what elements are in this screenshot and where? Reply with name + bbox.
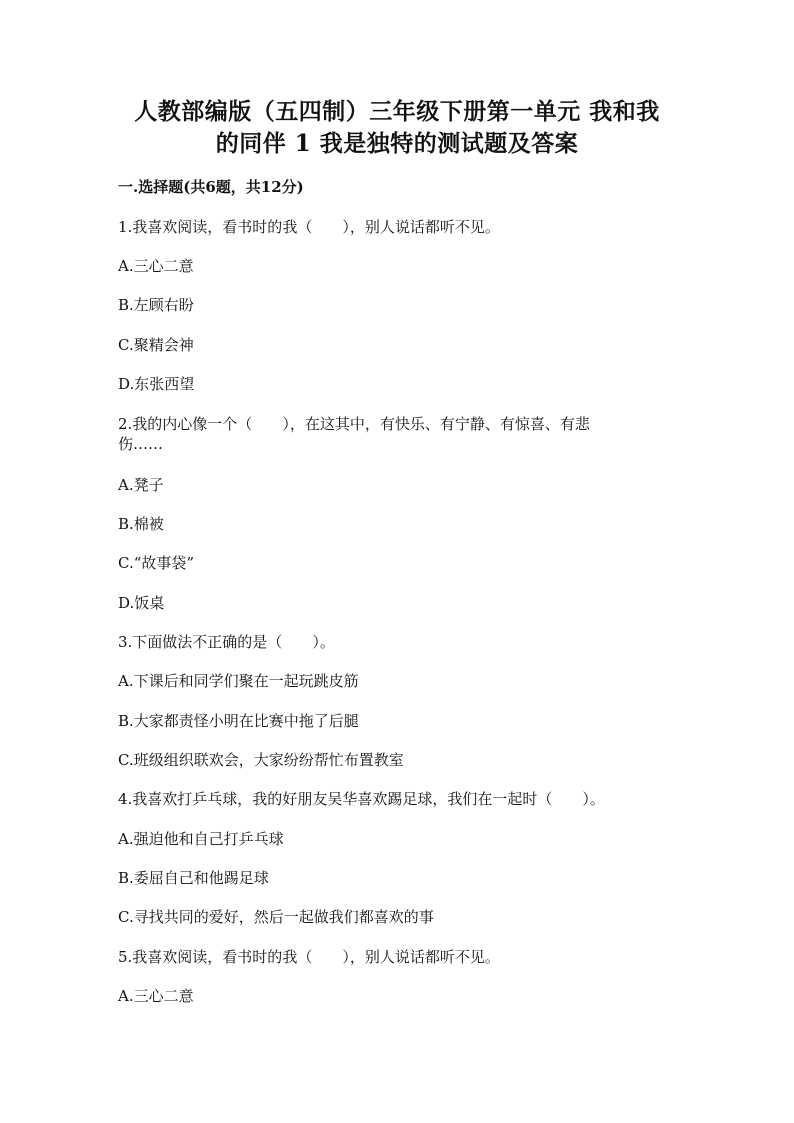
question-3-option-c: C.班级组织联欢会，大家纷纷帮忙布置教室 xyxy=(118,751,404,769)
question-1-option-a: A.三心二意 xyxy=(118,257,194,275)
section-heading: 一.选择题(共6题，共12分) xyxy=(118,178,304,196)
question-4-option-c: C.寻找共同的爱好，然后一起做我们都喜欢的事 xyxy=(118,908,434,926)
question-1-option-b: B.左顾右盼 xyxy=(118,296,194,314)
question-2-stem-line-2: 伤…… xyxy=(118,435,164,453)
question-4-option-a: A.强迫他和自己打乒乓球 xyxy=(118,830,284,848)
question-3-option-b: B.大家都责怪小明在比赛中拖了后腿 xyxy=(118,712,359,730)
question-4-stem: 4.我喜欢打乒乓球，我的好朋友吴华喜欢踢足球，我们在一起时（ ）。 xyxy=(118,790,605,808)
question-5-option-a: A.三心二意 xyxy=(118,987,194,1005)
question-2-stem-line-1: 2.我的内心像一个（ ），在这其中，有快乐、有宁静、有惊喜、有悲 xyxy=(118,415,590,433)
question-3-stem: 3.下面做法不正确的是（ ）。 xyxy=(118,633,335,651)
question-2-option-d: D.饭桌 xyxy=(118,594,165,612)
question-3-option-a: A.下课后和同学们聚在一起玩跳皮筋 xyxy=(118,672,359,690)
question-1-option-d: D.东张西望 xyxy=(118,375,195,393)
question-5-stem: 5.我喜欢阅读，看书时的我（ ），别人说话都听不见。 xyxy=(118,948,500,966)
question-2-option-c: C.“故事袋” xyxy=(118,554,195,572)
question-2-option-a: A.凳子 xyxy=(118,476,164,494)
question-2-option-b: B.棉被 xyxy=(118,515,164,533)
question-4-option-b: B.委屈自己和他踢足球 xyxy=(118,869,269,887)
question-1-stem: 1.我喜欢阅读，看书时的我（ ），别人说话都听不见。 xyxy=(118,218,500,236)
document-title-line-2: 的同伴 1 我是独特的测试题及答案 xyxy=(215,130,579,157)
document-title-line-1: 人教部编版（五四制）三年级下册第一单元 我和我 xyxy=(134,98,660,125)
question-1-option-c: C.聚精会神 xyxy=(118,336,194,354)
